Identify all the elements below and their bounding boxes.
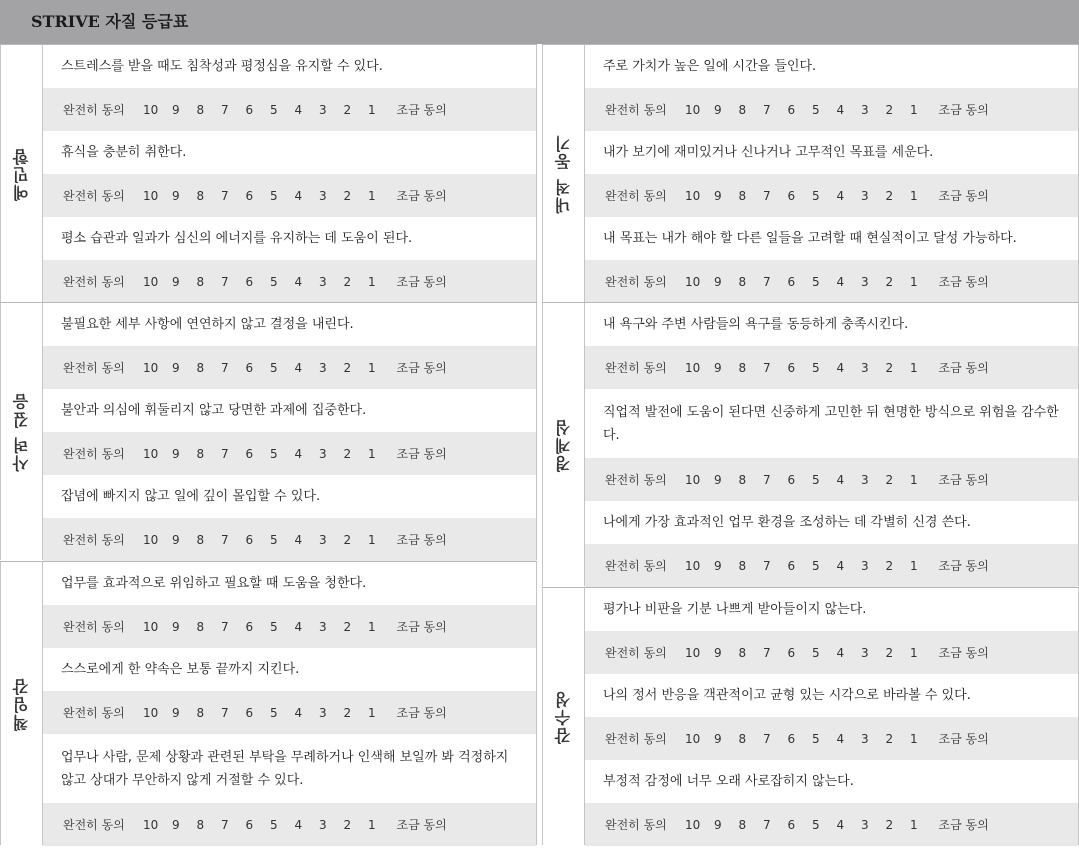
page-title: STRIVE 자질 등급표 bbox=[0, 0, 1079, 44]
scale-number-8[interactable]: 8 bbox=[196, 532, 205, 547]
scale-number-5[interactable]: 5 bbox=[270, 532, 278, 547]
scale-number-8[interactable]: 8 bbox=[196, 102, 205, 117]
scale-number-1[interactable]: 1 bbox=[910, 274, 918, 289]
section-label: 경계심 bbox=[554, 417, 573, 472]
scale-number-5[interactable]: 5 bbox=[812, 360, 820, 375]
scale-number-10[interactable]: 10 bbox=[143, 274, 159, 289]
rating-scale-row bbox=[585, 174, 1078, 217]
scale-number-9[interactable]: 9 bbox=[172, 619, 180, 634]
scale-number-3[interactable]: 3 bbox=[319, 619, 327, 634]
scale-number-4[interactable]: 4 bbox=[294, 274, 303, 289]
scale-number-1[interactable]: 1 bbox=[910, 558, 918, 573]
scale-number-2[interactable]: 2 bbox=[885, 817, 894, 832]
scale-number-9[interactable]: 9 bbox=[714, 360, 722, 375]
scale-number-1[interactable]: 1 bbox=[368, 446, 376, 461]
section-items bbox=[585, 303, 1079, 586]
scale-number-6[interactable]: 6 bbox=[787, 558, 796, 573]
statement-text: 업무를 효과적으로 위임하고 필요할 때 도움을 청한다. bbox=[43, 562, 536, 605]
scale-number-3[interactable]: 3 bbox=[861, 274, 869, 289]
scale-number-6[interactable]: 6 bbox=[245, 532, 254, 547]
scale-number-3[interactable]: 3 bbox=[319, 532, 327, 547]
scale-number-9[interactable]: 9 bbox=[172, 102, 180, 117]
scale-numbers bbox=[685, 732, 935, 746]
section-label: 예민함 bbox=[12, 146, 31, 201]
scale-number-6[interactable]: 6 bbox=[245, 817, 254, 832]
scale-number-10[interactable]: 10 bbox=[143, 188, 159, 203]
statement-text: 주로 가치가 높은 일에 시간을 들인다. bbox=[585, 45, 1078, 88]
scale-number-10[interactable]: 10 bbox=[685, 188, 701, 203]
scale-number-6[interactable]: 6 bbox=[787, 731, 796, 746]
statement-text: 직업적 발전에 도움이 된다면 신중하게 고민한 뒤 현명한 방식으로 위험을 감수한다. bbox=[585, 389, 1078, 458]
scale-right-label: 조금 동의 bbox=[938, 189, 989, 203]
rating-scale-row bbox=[43, 432, 536, 475]
scale-number-2[interactable]: 2 bbox=[885, 188, 894, 203]
scale-number-10[interactable]: 10 bbox=[685, 817, 701, 832]
scale-number-2[interactable]: 2 bbox=[885, 645, 894, 660]
scale-number-3[interactable]: 3 bbox=[319, 188, 327, 203]
scale-left-label: 완전히 동의 bbox=[63, 706, 125, 720]
scale-number-3[interactable]: 3 bbox=[861, 817, 869, 832]
scale-number-5[interactable]: 5 bbox=[270, 705, 278, 720]
scale-number-3[interactable]: 3 bbox=[861, 558, 869, 573]
scale-number-1[interactable]: 1 bbox=[368, 817, 376, 832]
scale-numbers bbox=[685, 361, 935, 375]
scale-number-6[interactable]: 6 bbox=[245, 188, 254, 203]
section-items bbox=[43, 562, 537, 845]
section-items bbox=[43, 303, 537, 560]
scale-number-1[interactable]: 1 bbox=[910, 188, 918, 203]
scale-number-4[interactable]: 4 bbox=[836, 102, 845, 117]
scale-number-5[interactable]: 5 bbox=[270, 619, 278, 634]
statement-text: 부정적 감정에 너무 오래 사로잡히지 않는다. bbox=[585, 760, 1078, 803]
scale-number-2[interactable]: 2 bbox=[885, 360, 894, 375]
scale-number-6[interactable]: 6 bbox=[245, 705, 254, 720]
scale-left-label: 완전히 동의 bbox=[605, 103, 667, 117]
scale-number-3[interactable]: 3 bbox=[861, 360, 869, 375]
right-section-2 bbox=[542, 302, 1079, 586]
left-section-1 bbox=[0, 44, 537, 302]
scale-number-8[interactable]: 8 bbox=[196, 817, 205, 832]
scale-number-3[interactable]: 3 bbox=[861, 472, 869, 487]
statement-text: 내가 보기에 재미있거나 신나거나 고무적인 목표를 세운다. bbox=[585, 131, 1078, 174]
scale-number-5[interactable]: 5 bbox=[812, 188, 820, 203]
scale-number-8[interactable]: 8 bbox=[738, 558, 747, 573]
statement-text: 불안과 의심에 휘둘리지 않고 당면한 과제에 집중한다. bbox=[43, 389, 536, 432]
scale-number-3[interactable]: 3 bbox=[861, 731, 869, 746]
scale-numbers bbox=[143, 361, 393, 375]
section-label-box bbox=[0, 45, 43, 302]
scale-number-7[interactable]: 7 bbox=[763, 558, 771, 573]
scale-numbers bbox=[143, 447, 393, 461]
scale-number-4[interactable]: 4 bbox=[294, 102, 303, 117]
scale-left-label: 완전히 동의 bbox=[605, 646, 667, 660]
scale-number-10[interactable]: 10 bbox=[685, 360, 701, 375]
rating-scale-row bbox=[43, 346, 536, 389]
scale-number-4[interactable]: 4 bbox=[836, 817, 845, 832]
scale-number-4[interactable]: 4 bbox=[836, 360, 845, 375]
scale-number-9[interactable]: 9 bbox=[714, 558, 722, 573]
statement-text: 평소 습관과 일과가 심신의 에너지를 유지하는 데 도움이 된다. bbox=[43, 217, 536, 260]
scale-number-9[interactable]: 9 bbox=[172, 446, 180, 461]
scale-number-10[interactable]: 10 bbox=[685, 102, 701, 117]
rating-scale-row bbox=[585, 717, 1078, 760]
scale-left-label: 완전히 동의 bbox=[605, 361, 667, 375]
scale-numbers bbox=[685, 189, 935, 203]
scale-number-9[interactable]: 9 bbox=[714, 472, 722, 487]
section-label-box bbox=[542, 303, 585, 586]
scale-number-4[interactable]: 4 bbox=[836, 188, 845, 203]
scale-number-2[interactable]: 2 bbox=[343, 274, 352, 289]
scale-number-2[interactable]: 2 bbox=[343, 817, 352, 832]
scale-numbers bbox=[685, 559, 935, 573]
scale-number-2[interactable]: 2 bbox=[343, 532, 352, 547]
scale-number-5[interactable]: 5 bbox=[812, 274, 820, 289]
scale-numbers bbox=[685, 275, 935, 289]
scale-number-7[interactable]: 7 bbox=[221, 446, 229, 461]
scale-number-8[interactable]: 8 bbox=[196, 360, 205, 375]
scale-number-5[interactable]: 5 bbox=[270, 817, 278, 832]
scale-number-8[interactable]: 8 bbox=[738, 472, 747, 487]
right-section-3 bbox=[542, 587, 1079, 845]
statement-text: 내 욕구와 주변 사람들의 욕구를 동등하게 충족시킨다. bbox=[585, 303, 1078, 346]
scale-number-8[interactable]: 8 bbox=[196, 274, 205, 289]
scale-number-7[interactable]: 7 bbox=[763, 188, 771, 203]
scale-number-8[interactable]: 8 bbox=[196, 446, 205, 461]
scale-number-1[interactable]: 1 bbox=[368, 102, 376, 117]
scale-number-3[interactable]: 3 bbox=[319, 817, 327, 832]
scale-number-7[interactable]: 7 bbox=[221, 705, 229, 720]
scale-number-2[interactable]: 2 bbox=[885, 731, 894, 746]
scale-number-6[interactable]: 6 bbox=[787, 645, 796, 660]
scale-number-6[interactable]: 6 bbox=[787, 274, 796, 289]
scale-right-label: 조금 동의 bbox=[396, 706, 447, 720]
rating-scale-row bbox=[43, 174, 536, 217]
statement-text: 나에게 가장 효과적인 업무 환경을 조성하는 데 각별히 신경 쓴다. bbox=[585, 501, 1078, 544]
scale-numbers bbox=[143, 103, 393, 117]
scale-numbers bbox=[685, 103, 935, 117]
scale-right-label: 조금 동의 bbox=[396, 361, 447, 375]
scale-number-8[interactable]: 8 bbox=[738, 274, 747, 289]
scale-number-2[interactable]: 2 bbox=[885, 558, 894, 573]
rating-scale-row bbox=[43, 803, 536, 846]
rating-scale-row bbox=[585, 88, 1078, 131]
section-label: 내적 동기 bbox=[554, 133, 573, 214]
scale-number-4[interactable]: 4 bbox=[836, 274, 845, 289]
right-section-1 bbox=[542, 44, 1079, 302]
scale-left-label: 완전히 동의 bbox=[605, 732, 667, 746]
scale-left-label: 완전히 동의 bbox=[63, 620, 125, 634]
statement-text: 불필요한 세부 사항에 연연하지 않고 결정을 내린다. bbox=[43, 303, 536, 346]
scale-number-5[interactable]: 5 bbox=[812, 817, 820, 832]
scale-number-9[interactable]: 9 bbox=[172, 817, 180, 832]
rating-scale-row bbox=[585, 803, 1078, 846]
scale-left-label: 완전히 동의 bbox=[605, 818, 667, 832]
left-section-2 bbox=[0, 302, 537, 560]
scale-number-10[interactable]: 10 bbox=[143, 446, 159, 461]
scale-numbers bbox=[685, 646, 935, 660]
statement-text: 스스로에게 한 약속은 보통 끝까지 지킨다. bbox=[43, 648, 536, 691]
section-label: 감수성 bbox=[554, 689, 573, 744]
scale-number-4[interactable]: 4 bbox=[294, 360, 303, 375]
section-label-box bbox=[0, 303, 43, 560]
scale-number-10[interactable]: 10 bbox=[143, 102, 159, 117]
section-label-box bbox=[542, 588, 585, 845]
scale-number-6[interactable]: 6 bbox=[245, 360, 254, 375]
scale-right-label: 조금 동의 bbox=[938, 732, 989, 746]
scale-number-4[interactable]: 4 bbox=[294, 705, 303, 720]
statement-text: 업무나 사람, 문제 상황과 관련된 부탁을 무례하거나 인색해 보일까 봐 걱정하지 않고 상대가 무안하지 않게 거절할 수 있다. bbox=[43, 734, 536, 803]
scale-number-2[interactable]: 2 bbox=[343, 188, 352, 203]
scale-left-label: 완전히 동의 bbox=[63, 447, 125, 461]
scale-number-1[interactable]: 1 bbox=[368, 619, 376, 634]
scale-number-1[interactable]: 1 bbox=[910, 102, 918, 117]
scale-number-1[interactable]: 1 bbox=[368, 188, 376, 203]
scale-number-8[interactable]: 8 bbox=[738, 817, 747, 832]
scale-right-label: 조금 동의 bbox=[396, 533, 447, 547]
section-label: 사려 깊음 bbox=[12, 391, 31, 472]
scale-number-5[interactable]: 5 bbox=[812, 731, 820, 746]
scale-number-7[interactable]: 7 bbox=[763, 645, 771, 660]
scale-number-9[interactable]: 9 bbox=[172, 360, 180, 375]
scale-right-label: 조금 동의 bbox=[938, 646, 989, 660]
scale-number-3[interactable]: 3 bbox=[861, 102, 869, 117]
scale-number-8[interactable]: 8 bbox=[196, 619, 205, 634]
statement-text: 휴식을 충분히 취한다. bbox=[43, 131, 536, 174]
section-items bbox=[585, 588, 1079, 845]
scale-number-1[interactable]: 1 bbox=[368, 274, 376, 289]
scale-number-7[interactable]: 7 bbox=[221, 188, 229, 203]
scale-number-2[interactable]: 2 bbox=[343, 102, 352, 117]
scale-left-label: 완전히 동의 bbox=[605, 473, 667, 487]
scale-number-8[interactable]: 8 bbox=[738, 360, 747, 375]
scale-number-6[interactable]: 6 bbox=[245, 274, 254, 289]
scale-number-8[interactable]: 8 bbox=[738, 102, 747, 117]
scale-number-8[interactable]: 8 bbox=[738, 188, 747, 203]
scale-number-6[interactable]: 6 bbox=[245, 446, 254, 461]
rating-scale-row bbox=[585, 458, 1078, 501]
scale-left-label: 완전히 동의 bbox=[63, 818, 125, 832]
scale-right-label: 조금 동의 bbox=[396, 818, 447, 832]
scale-number-2[interactable]: 2 bbox=[885, 102, 894, 117]
scale-left-label: 완전히 동의 bbox=[63, 361, 125, 375]
scale-number-7[interactable]: 7 bbox=[221, 817, 229, 832]
scale-number-1[interactable]: 1 bbox=[368, 705, 376, 720]
scale-right-label: 조금 동의 bbox=[396, 275, 447, 289]
section-label-box bbox=[542, 45, 585, 302]
statement-text: 스트레스를 받을 때도 침착성과 평정심을 유지할 수 있다. bbox=[43, 45, 536, 88]
scale-number-1[interactable]: 1 bbox=[910, 360, 918, 375]
section-label-box bbox=[0, 562, 43, 845]
scale-number-3[interactable]: 3 bbox=[319, 102, 327, 117]
scale-number-3[interactable]: 3 bbox=[319, 446, 327, 461]
scale-number-10[interactable]: 10 bbox=[685, 731, 701, 746]
statement-text: 나의 정서 반응을 객관적이고 균형 있는 시각으로 바라볼 수 있다. bbox=[585, 674, 1078, 717]
scale-number-9[interactable]: 9 bbox=[714, 188, 722, 203]
scale-right-label: 조금 동의 bbox=[396, 103, 447, 117]
scale-number-7[interactable]: 7 bbox=[221, 360, 229, 375]
scale-number-3[interactable]: 3 bbox=[861, 188, 869, 203]
scale-number-9[interactable]: 9 bbox=[172, 532, 180, 547]
scale-number-7[interactable]: 7 bbox=[763, 360, 771, 375]
scale-numbers bbox=[685, 473, 935, 487]
scale-number-6[interactable]: 6 bbox=[787, 472, 796, 487]
scale-number-5[interactable]: 5 bbox=[812, 645, 820, 660]
scale-number-5[interactable]: 5 bbox=[270, 446, 278, 461]
scale-right-label: 조금 동의 bbox=[938, 103, 989, 117]
scale-number-4[interactable]: 4 bbox=[294, 817, 303, 832]
scale-number-6[interactable]: 6 bbox=[787, 102, 796, 117]
section-label: 책임감 bbox=[12, 676, 31, 731]
scale-numbers bbox=[143, 533, 393, 547]
scale-number-3[interactable]: 3 bbox=[319, 705, 327, 720]
scale-number-3[interactable]: 3 bbox=[319, 274, 327, 289]
scale-number-9[interactable]: 9 bbox=[714, 731, 722, 746]
scale-right-label: 조금 동의 bbox=[396, 620, 447, 634]
scale-number-10[interactable]: 10 bbox=[143, 532, 159, 547]
scale-number-7[interactable]: 7 bbox=[763, 817, 771, 832]
scale-number-3[interactable]: 3 bbox=[861, 645, 869, 660]
statement-text: 내 목표는 내가 해야 할 다른 일들을 고려할 때 현실적이고 달성 가능하다. bbox=[585, 217, 1078, 260]
rating-scale-row bbox=[585, 260, 1078, 303]
scale-number-5[interactable]: 5 bbox=[270, 274, 278, 289]
rating-scale-row bbox=[585, 631, 1078, 674]
statement-text: 잡념에 빠지지 않고 일에 깊이 몰입할 수 있다. bbox=[43, 475, 536, 518]
scale-number-8[interactable]: 8 bbox=[196, 188, 205, 203]
scale-number-9[interactable]: 9 bbox=[714, 645, 722, 660]
scale-number-4[interactable]: 4 bbox=[294, 188, 303, 203]
rating-scale-row bbox=[585, 544, 1078, 587]
scale-number-10[interactable]: 10 bbox=[143, 817, 159, 832]
scale-left-label: 완전히 동의 bbox=[605, 189, 667, 203]
scale-right-label: 조금 동의 bbox=[396, 189, 447, 203]
scale-right-label: 조금 동의 bbox=[938, 473, 989, 487]
scale-number-1[interactable]: 1 bbox=[368, 360, 376, 375]
scale-right-label: 조금 동의 bbox=[938, 559, 989, 573]
scale-right-label: 조금 동의 bbox=[396, 447, 447, 461]
scale-number-10[interactable]: 10 bbox=[143, 360, 159, 375]
scale-number-9[interactable]: 9 bbox=[172, 705, 180, 720]
scale-number-4[interactable]: 4 bbox=[294, 619, 303, 634]
scale-number-2[interactable]: 2 bbox=[343, 705, 352, 720]
scale-number-7[interactable]: 7 bbox=[221, 532, 229, 547]
section-items bbox=[585, 45, 1079, 302]
scale-left-label: 완전히 동의 bbox=[605, 275, 667, 289]
scale-right-label: 조금 동의 bbox=[938, 818, 989, 832]
scale-number-9[interactable]: 9 bbox=[172, 274, 180, 289]
section-items bbox=[43, 45, 537, 302]
rating-scale-row bbox=[43, 88, 536, 131]
rating-scale-row bbox=[43, 691, 536, 734]
scale-number-9[interactable]: 9 bbox=[172, 188, 180, 203]
scale-number-2[interactable]: 2 bbox=[343, 619, 352, 634]
scale-number-4[interactable]: 4 bbox=[836, 472, 845, 487]
scale-number-5[interactable]: 5 bbox=[270, 360, 278, 375]
scale-numbers bbox=[143, 189, 393, 203]
rating-scale-row bbox=[43, 260, 536, 303]
scale-right-label: 조금 동의 bbox=[938, 275, 989, 289]
scale-number-7[interactable]: 7 bbox=[221, 619, 229, 634]
statement-text: 평가나 비판을 기분 나쁘게 받아들이지 않는다. bbox=[585, 588, 1078, 631]
rating-scale-row bbox=[43, 605, 536, 648]
scale-number-7[interactable]: 7 bbox=[763, 731, 771, 746]
scale-number-7[interactable]: 7 bbox=[763, 472, 771, 487]
scale-number-7[interactable]: 7 bbox=[221, 274, 229, 289]
scale-number-7[interactable]: 7 bbox=[763, 274, 771, 289]
scale-left-label: 완전히 동의 bbox=[63, 103, 125, 117]
scale-number-1[interactable]: 1 bbox=[910, 817, 918, 832]
scale-number-7[interactable]: 7 bbox=[763, 102, 771, 117]
scale-number-8[interactable]: 8 bbox=[738, 731, 747, 746]
scale-number-10[interactable]: 10 bbox=[143, 619, 159, 634]
scale-left-label: 완전히 동의 bbox=[605, 559, 667, 573]
scale-number-6[interactable]: 6 bbox=[787, 360, 796, 375]
rating-scale-row bbox=[43, 518, 536, 561]
scale-number-2[interactable]: 2 bbox=[343, 446, 352, 461]
scale-numbers bbox=[685, 818, 935, 832]
scale-left-label: 완전히 동의 bbox=[63, 189, 125, 203]
scale-number-5[interactable]: 5 bbox=[812, 472, 820, 487]
scale-number-10[interactable]: 10 bbox=[685, 558, 701, 573]
scale-number-3[interactable]: 3 bbox=[319, 360, 327, 375]
scale-numbers bbox=[143, 818, 393, 832]
scale-number-4[interactable]: 4 bbox=[294, 532, 303, 547]
scale-left-label: 완전히 동의 bbox=[63, 533, 125, 547]
scale-number-5[interactable]: 5 bbox=[270, 102, 278, 117]
scale-number-9[interactable]: 9 bbox=[714, 817, 722, 832]
scale-number-5[interactable]: 5 bbox=[812, 102, 820, 117]
scale-number-1[interactable]: 1 bbox=[368, 532, 376, 547]
scale-number-9[interactable]: 9 bbox=[714, 274, 722, 289]
scale-numbers bbox=[143, 620, 393, 634]
scale-number-5[interactable]: 5 bbox=[270, 188, 278, 203]
rating-scale-row bbox=[585, 346, 1078, 389]
scale-number-1[interactable]: 1 bbox=[910, 645, 918, 660]
scale-number-2[interactable]: 2 bbox=[343, 360, 352, 375]
scale-right-label: 조금 동의 bbox=[938, 361, 989, 375]
scale-number-8[interactable]: 8 bbox=[196, 705, 205, 720]
scale-numbers bbox=[143, 706, 393, 720]
scale-number-5[interactable]: 5 bbox=[812, 558, 820, 573]
scale-number-4[interactable]: 4 bbox=[836, 645, 845, 660]
scale-number-6[interactable]: 6 bbox=[787, 817, 796, 832]
scale-number-1[interactable]: 1 bbox=[910, 472, 918, 487]
left-section-3 bbox=[0, 561, 537, 845]
scale-number-10[interactable]: 10 bbox=[685, 472, 701, 487]
scale-number-7[interactable]: 7 bbox=[221, 102, 229, 117]
scale-number-10[interactable]: 10 bbox=[685, 645, 701, 660]
scale-number-10[interactable]: 10 bbox=[685, 274, 701, 289]
scale-number-2[interactable]: 2 bbox=[885, 274, 894, 289]
scale-left-label: 완전히 동의 bbox=[63, 275, 125, 289]
scale-number-6[interactable]: 6 bbox=[787, 188, 796, 203]
scale-number-8[interactable]: 8 bbox=[738, 645, 747, 660]
scale-number-1[interactable]: 1 bbox=[910, 731, 918, 746]
scale-number-10[interactable]: 10 bbox=[143, 705, 159, 720]
scale-number-6[interactable]: 6 bbox=[245, 619, 254, 634]
scale-numbers bbox=[143, 275, 393, 289]
scale-number-2[interactable]: 2 bbox=[885, 472, 894, 487]
scale-number-4[interactable]: 4 bbox=[836, 558, 845, 573]
scale-number-6[interactable]: 6 bbox=[245, 102, 254, 117]
scale-number-4[interactable]: 4 bbox=[294, 446, 303, 461]
scale-number-4[interactable]: 4 bbox=[836, 731, 845, 746]
scale-number-9[interactable]: 9 bbox=[714, 102, 722, 117]
